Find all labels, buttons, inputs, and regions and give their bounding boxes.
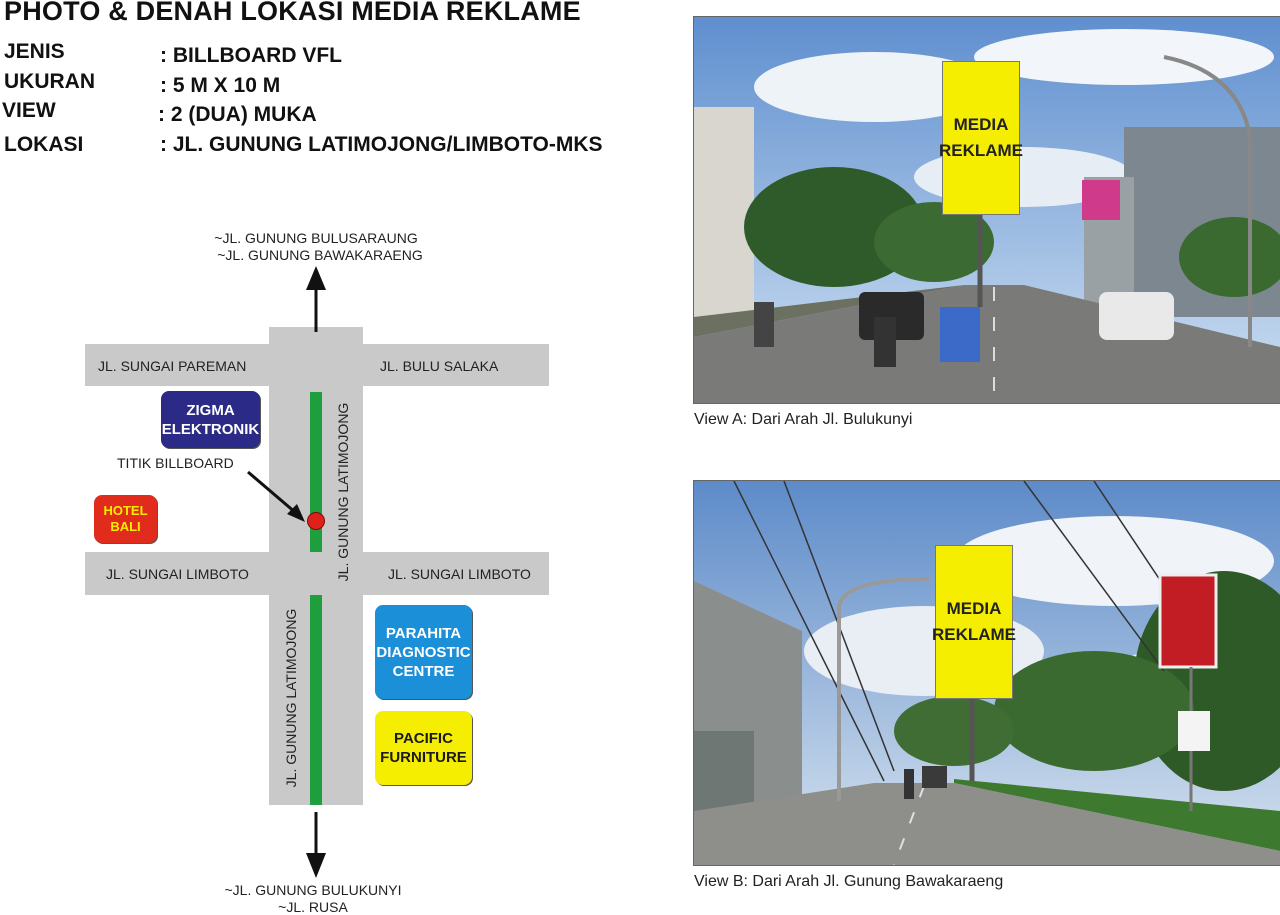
billboard-pointer-arrow bbox=[248, 472, 305, 522]
photo-view-b bbox=[693, 480, 1280, 866]
spec-label-view: VIEW bbox=[2, 99, 56, 122]
north-destination-2: ~JL. GUNUNG BAWAKARAENG bbox=[217, 247, 423, 263]
spec-label-lokasi: LOKASI bbox=[4, 133, 84, 156]
billboard-point-marker bbox=[307, 512, 325, 530]
landmark-zigma-elektronik: ZIGMA ELEKTRONIK bbox=[161, 391, 260, 448]
south-destination-1: ~JL. GUNUNG BULUKUNYI bbox=[224, 882, 402, 898]
road-label-sungai-limboto-east: JL. SUNGAI LIMBOTO bbox=[388, 566, 531, 582]
south-destination-2: ~JL. RUSA bbox=[278, 899, 348, 915]
billboard-point-label: TITIK BILLBOARD bbox=[117, 455, 234, 471]
road-label-sungai-pareman: JL. SUNGAI PAREMAN bbox=[98, 358, 247, 374]
photo-view-a bbox=[693, 16, 1280, 404]
landmark-pacific-furniture: PACIFIC FURNITURE bbox=[375, 711, 472, 785]
page-title: PHOTO & DENAH LOKASI MEDIA REKLAME bbox=[4, 0, 581, 26]
map-arrows bbox=[0, 0, 640, 913]
landmark-parahita: PARAHITA DIAGNOSTIC CENTRE bbox=[375, 605, 472, 699]
spec-value-ukuran: : 5 M X 10 M bbox=[160, 74, 281, 97]
landmark-hotel-bali: HOTEL BALI bbox=[94, 495, 157, 543]
north-destination-1: ~JL. GUNUNG BULUSARAUNG bbox=[214, 230, 418, 246]
spec-label-jenis: JENIS bbox=[4, 40, 65, 63]
road-label-bulu-salaka: JL. BULU SALAKA bbox=[380, 358, 499, 374]
billboard-panel-view-b: MEDIA REKLAME bbox=[935, 545, 1013, 699]
caption-view-b: View B: Dari Arah Jl. Gunung Bawakaraeng bbox=[694, 873, 1004, 890]
spec-value-jenis: : BILLBOARD VFL bbox=[160, 44, 342, 67]
spec-value-lokasi: : JL. GUNUNG LATIMOJONG/LIMBOTO-MKS bbox=[160, 133, 603, 156]
billboard-panel-view-a: MEDIA REKLAME bbox=[942, 61, 1020, 215]
spec-value-view: : 2 (DUA) MUKA bbox=[158, 103, 317, 126]
caption-view-a: View A: Dari Arah Jl. Bulukunyi bbox=[694, 411, 913, 428]
north-arrow bbox=[306, 266, 326, 332]
road-label-sungai-limboto-west: JL. SUNGAI LIMBOTO bbox=[106, 566, 249, 582]
south-arrow bbox=[306, 812, 326, 878]
road-label-latimojong-upper: JL. GUNUNG LATIMOJONG bbox=[335, 402, 351, 582]
spec-label-ukuran: UKURAN bbox=[4, 70, 95, 93]
road-label-latimojong-lower: JL. GUNUNG LATIMOJONG bbox=[283, 608, 299, 788]
